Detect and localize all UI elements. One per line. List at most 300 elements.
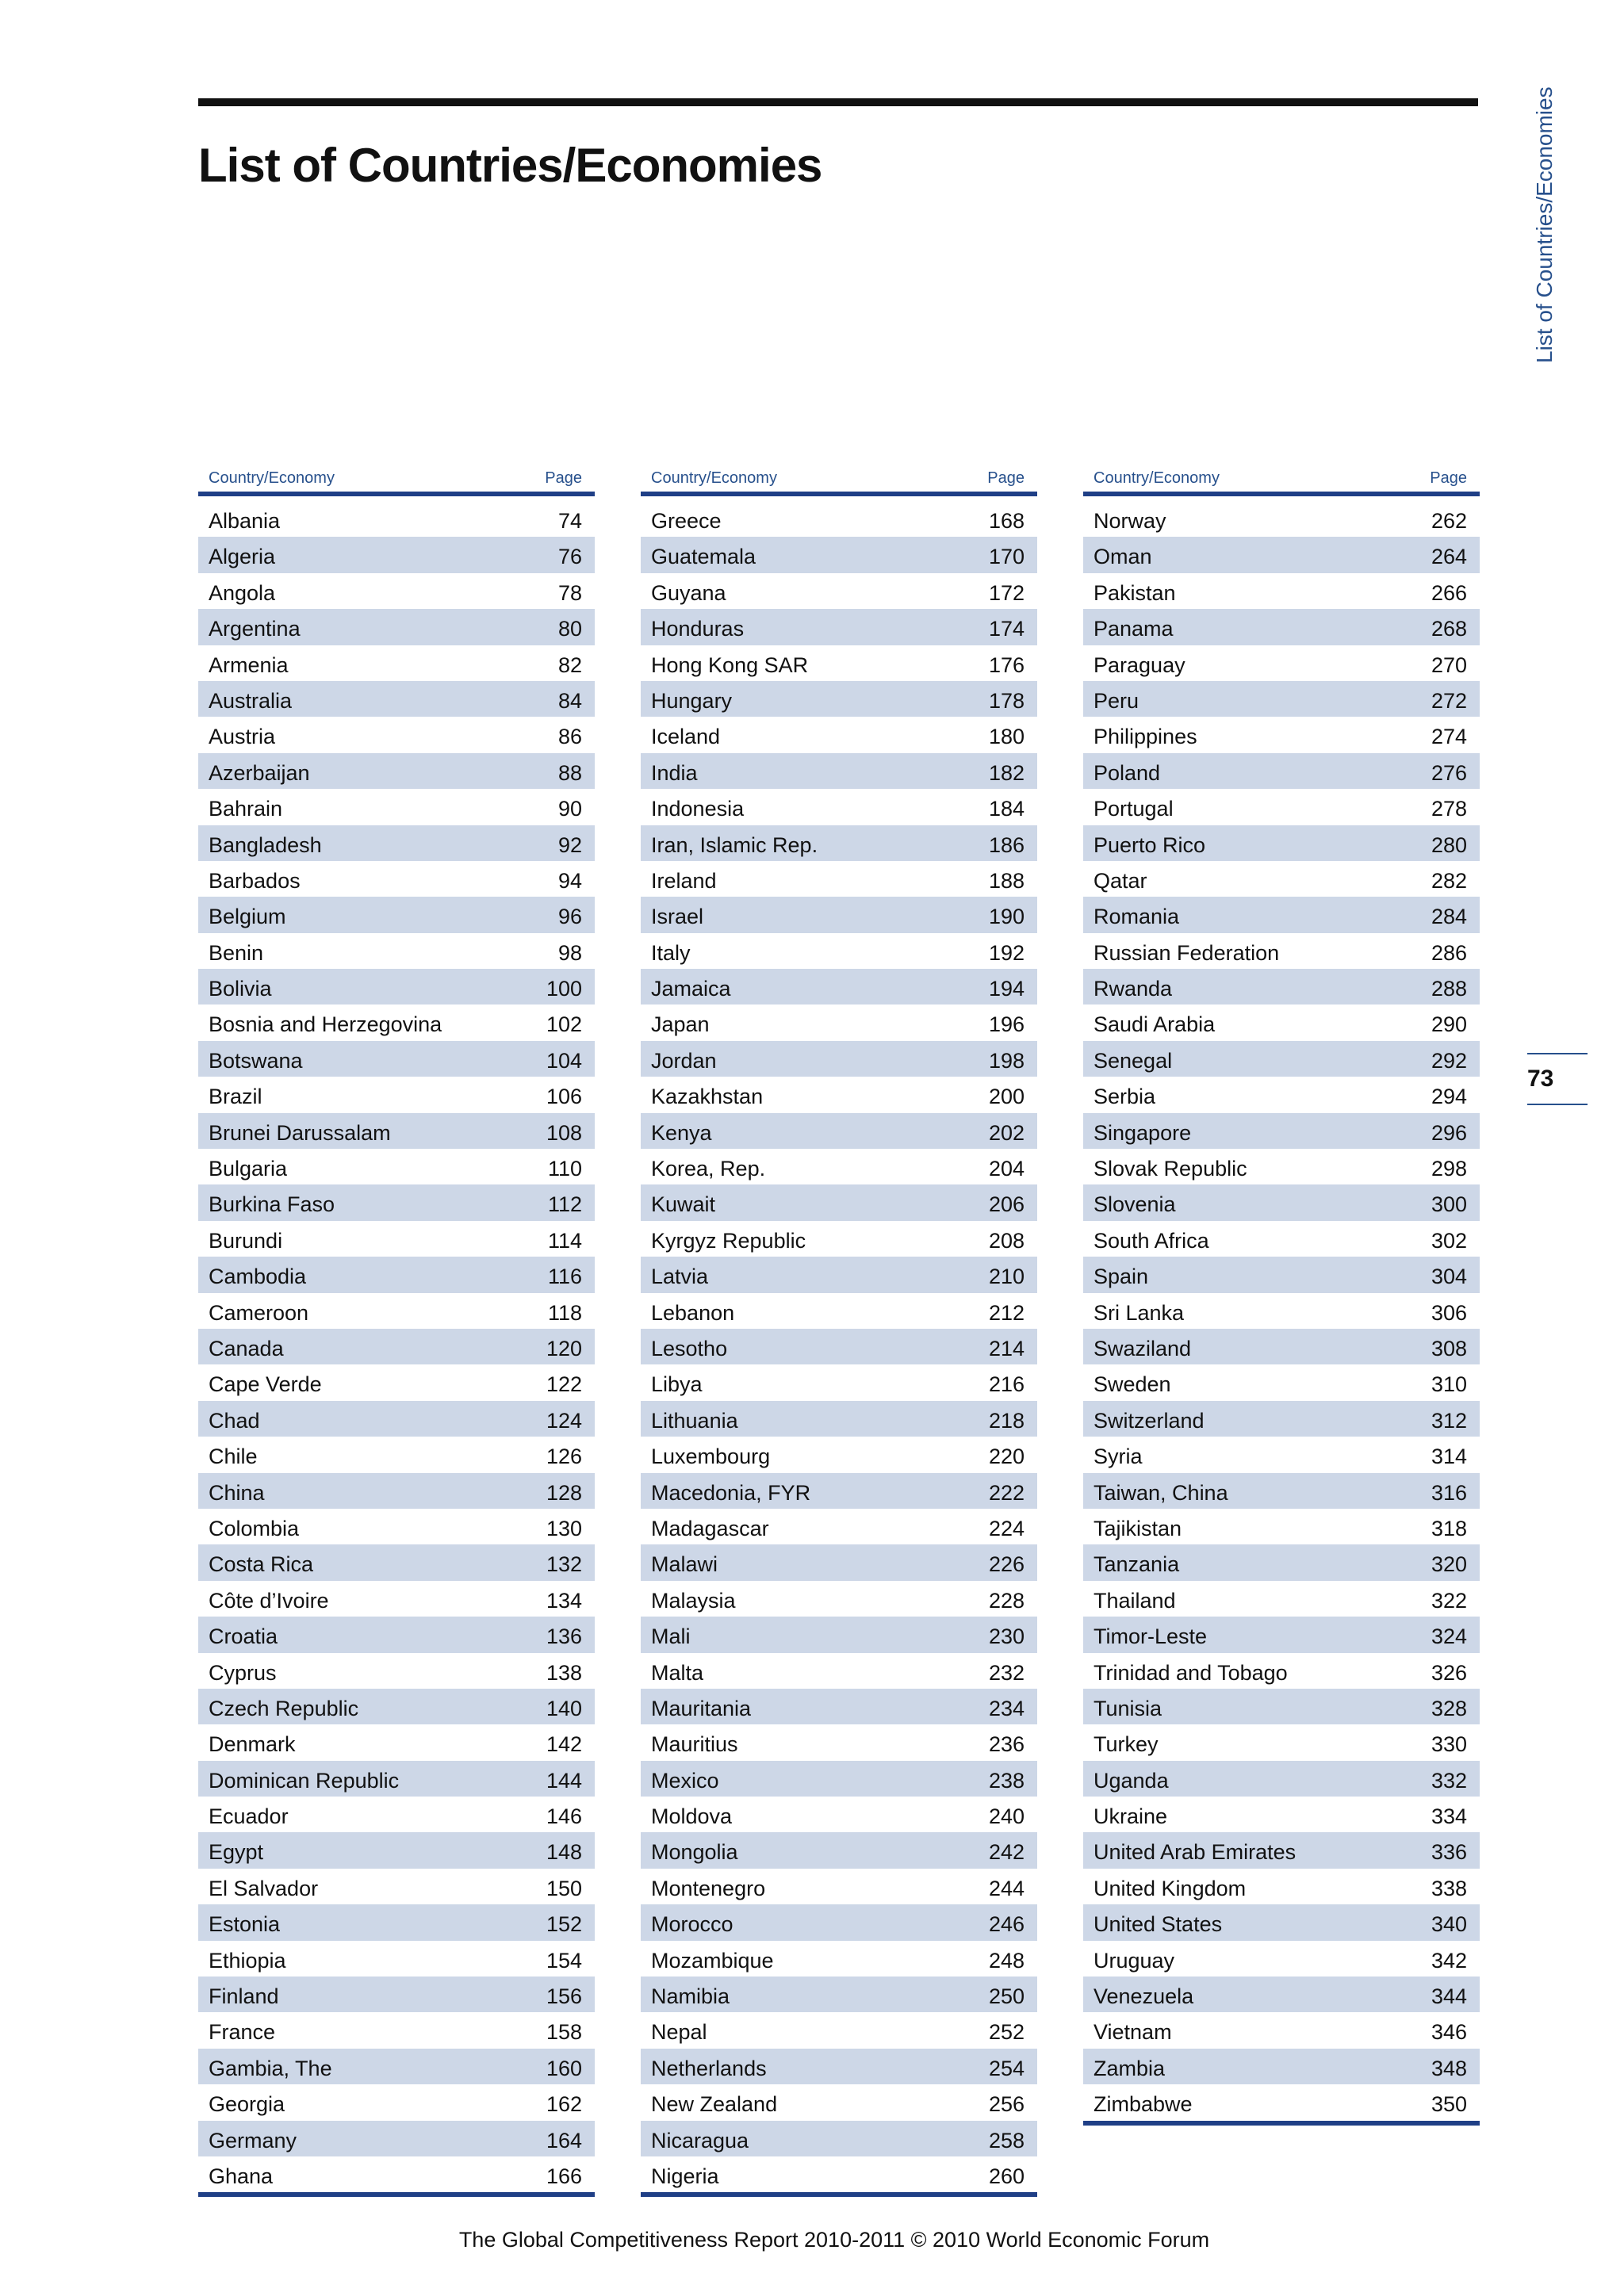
page-ref: 214 xyxy=(988,1336,1025,1360)
country-name: Jordan xyxy=(651,1048,717,1073)
country-name: China xyxy=(209,1480,265,1505)
country-name: Mexico xyxy=(651,1768,719,1793)
page-ref: 298 xyxy=(1431,1157,1467,1181)
page-ref: 274 xyxy=(1431,725,1467,749)
country-name: Sweden xyxy=(1094,1372,1171,1397)
country-name: Oman xyxy=(1094,545,1152,569)
table-row xyxy=(641,573,1037,609)
page-ref: 248 xyxy=(988,1948,1025,1973)
country-name: Cape Verde xyxy=(209,1372,322,1397)
table-row xyxy=(1083,1149,1480,1184)
page-ref: 292 xyxy=(1431,1048,1467,1073)
country-name: Guatemala xyxy=(651,545,756,569)
country-name: Namibia xyxy=(651,1984,730,2009)
page-ref: 130 xyxy=(546,1516,582,1540)
country-name: Philippines xyxy=(1094,725,1197,749)
page-ref: 170 xyxy=(988,545,1025,569)
table-row xyxy=(641,609,1037,645)
page-ref: 270 xyxy=(1431,652,1467,677)
table-row xyxy=(1083,1724,1480,1760)
table-row xyxy=(1083,1904,1480,1940)
table-row xyxy=(641,1184,1037,1220)
table-row xyxy=(198,1976,595,2012)
footer-text: The Global Competitiveness Report 2010-2011 © 2010 World Economic Forum xyxy=(458,2228,1210,2252)
country-name: Panama xyxy=(1094,617,1174,641)
table-row xyxy=(1083,717,1480,752)
page-ref: 246 xyxy=(988,1912,1025,1937)
table-row xyxy=(641,897,1037,932)
country-name: Mali xyxy=(651,1624,691,1649)
country-name: Malawi xyxy=(651,1552,718,1577)
page-ref: 96 xyxy=(557,905,582,929)
country-name: Azerbaijan xyxy=(209,760,310,785)
table-row xyxy=(1083,1401,1480,1437)
column-bottom-rule xyxy=(198,2192,595,2197)
country-name: Spain xyxy=(1094,1265,1149,1289)
page-ref: 200 xyxy=(988,1085,1025,1109)
column-header xyxy=(198,468,595,496)
page-ref: 160 xyxy=(546,2056,582,2080)
page-ref: 288 xyxy=(1431,977,1467,1001)
country-name: Nicaragua xyxy=(651,2128,749,2152)
table-row xyxy=(1083,1689,1480,1724)
index-column-2 xyxy=(641,468,1037,2197)
country-name: Belgium xyxy=(209,905,286,929)
country-name: Israel xyxy=(651,905,704,929)
country-name: Ghana xyxy=(209,2164,274,2188)
table-row xyxy=(641,1437,1037,1472)
page-title: List of Countries/Economies xyxy=(198,139,822,192)
table-row xyxy=(198,1689,595,1724)
page-ref: 154 xyxy=(546,1948,582,1973)
country-name: Croatia xyxy=(209,1624,278,1649)
page-ref: 232 xyxy=(988,1660,1025,1685)
country-name: Kazakhstan xyxy=(651,1085,764,1109)
page-ref: 112 xyxy=(547,1192,582,1217)
page-ref: 282 xyxy=(1431,868,1467,893)
country-name: Bangladesh xyxy=(209,832,322,857)
country-name: Albania xyxy=(209,509,281,533)
country-name: Libya xyxy=(651,1372,703,1397)
table-row xyxy=(641,825,1037,861)
country-name: Cameroon xyxy=(209,1300,309,1325)
page-ref: 296 xyxy=(1431,1120,1467,1145)
country-name: Madagascar xyxy=(651,1516,769,1540)
page-ref: 176 xyxy=(988,652,1025,677)
top-rule xyxy=(198,98,1478,106)
table-row xyxy=(641,1689,1037,1724)
page-number xyxy=(1527,1053,1588,1105)
table-row xyxy=(198,1581,595,1617)
table-row xyxy=(641,1364,1037,1400)
country-name: Chile xyxy=(209,1445,258,1469)
table-row xyxy=(641,1401,1037,1437)
page-ref: 138 xyxy=(546,1660,582,1685)
table-row xyxy=(1083,825,1480,861)
page-ref: 106 xyxy=(546,1085,582,1109)
table-row xyxy=(198,1329,595,1364)
page-ref: 254 xyxy=(988,2056,1025,2080)
table-row xyxy=(641,1581,1037,1617)
country-name: Italy xyxy=(651,940,691,965)
table-row xyxy=(1083,1797,1480,1832)
country-name: Cambodia xyxy=(209,1265,307,1289)
table-row xyxy=(641,1257,1037,1292)
page-ref: 302 xyxy=(1431,1228,1467,1253)
table-row xyxy=(198,2121,595,2156)
country-name: Botswana xyxy=(209,1048,303,1073)
country-name: New Zealand xyxy=(651,2092,778,2117)
table-row xyxy=(641,1869,1037,1904)
table-row xyxy=(1083,1941,1480,1976)
page-ref: 306 xyxy=(1431,1300,1467,1325)
page-ref: 188 xyxy=(988,868,1025,893)
page-ref: 208 xyxy=(988,1228,1025,1253)
country-name: Georgia xyxy=(209,2092,285,2117)
table-row xyxy=(1083,2084,1480,2120)
page-ref: 294 xyxy=(1431,1085,1467,1109)
country-name: Sri Lanka xyxy=(1094,1300,1185,1325)
country-name: Lebanon xyxy=(651,1300,735,1325)
page-ref: 98 xyxy=(557,940,582,965)
country-name: Switzerland xyxy=(1094,1408,1205,1433)
page-ref: 166 xyxy=(546,2164,582,2188)
table-row xyxy=(1083,1364,1480,1400)
country-name: Barbados xyxy=(209,868,301,893)
page-ref: 262 xyxy=(1431,509,1467,533)
page-ref: 142 xyxy=(546,1732,582,1757)
country-name: Bosnia and Herzegovina xyxy=(209,1012,442,1037)
page-ref: 220 xyxy=(988,1445,1025,1469)
table-row xyxy=(198,645,595,681)
page-ref: 80 xyxy=(557,617,582,641)
country-name: Czech Republic xyxy=(209,1696,359,1720)
table-row xyxy=(1083,1581,1480,1617)
page-ref: 268 xyxy=(1431,617,1467,641)
page-ref: 190 xyxy=(988,905,1025,929)
country-name: Puerto Rico xyxy=(1094,832,1206,857)
table-row xyxy=(198,1904,595,1940)
country-name: United Kingdom xyxy=(1094,1876,1247,1900)
country-name: Slovak Republic xyxy=(1094,1157,1247,1181)
page-ref: 218 xyxy=(988,1408,1025,1433)
table-row xyxy=(198,2156,595,2192)
country-name: Malta xyxy=(651,1660,704,1685)
page-ref: 342 xyxy=(1431,1948,1467,1973)
country-name: Peru xyxy=(1094,688,1139,713)
table-row xyxy=(1083,1761,1480,1797)
table-row xyxy=(641,717,1037,752)
country-name: Rwanda xyxy=(1094,977,1173,1001)
table-row xyxy=(641,1797,1037,1832)
page-ref: 206 xyxy=(988,1192,1025,1217)
page-ref: 144 xyxy=(546,1768,582,1793)
country-name: Mauritania xyxy=(651,1696,752,1720)
country-name: Japan xyxy=(651,1012,710,1037)
country-name: Ukraine xyxy=(1094,1804,1168,1829)
page-ref: 162 xyxy=(546,2092,582,2117)
country-name: Montenegro xyxy=(651,1876,766,1900)
page-ref: 126 xyxy=(546,1445,582,1469)
page-ref: 104 xyxy=(546,1048,582,1073)
country-name: Costa Rica xyxy=(209,1552,314,1577)
country-name: Greece xyxy=(651,509,722,533)
page-ref: 86 xyxy=(557,725,582,749)
page-ref: 212 xyxy=(988,1300,1025,1325)
country-name: Armenia xyxy=(209,652,289,677)
table-row xyxy=(198,1437,595,1472)
page-ref: 116 xyxy=(547,1265,582,1289)
page-ref: 226 xyxy=(988,1552,1025,1577)
country-name: Romania xyxy=(1094,905,1180,929)
page-ref: 236 xyxy=(988,1732,1025,1757)
page-ref: 310 xyxy=(1431,1372,1467,1397)
page-ref: 178 xyxy=(988,688,1025,713)
page-ref: 290 xyxy=(1431,1012,1467,1037)
country-name: Zambia xyxy=(1094,2056,1166,2080)
table-row xyxy=(641,933,1037,969)
table-row xyxy=(198,1004,595,1040)
country-name: Korea, Rep. xyxy=(651,1157,766,1181)
page-ref: 134 xyxy=(546,1588,582,1613)
table-row xyxy=(641,1617,1037,1652)
country-name: Timor-Leste xyxy=(1094,1624,1208,1649)
table-row xyxy=(641,2084,1037,2120)
page-ref: 92 xyxy=(557,832,582,857)
country-name: Poland xyxy=(1094,760,1161,785)
column-header xyxy=(1083,468,1480,496)
page-ref: 114 xyxy=(547,1228,582,1253)
country-name: India xyxy=(651,760,698,785)
country-name: Ecuador xyxy=(209,1804,289,1829)
table-row xyxy=(1083,1653,1480,1689)
page-ref: 90 xyxy=(557,797,582,821)
page-ref: 264 xyxy=(1431,545,1467,569)
page-ref: 94 xyxy=(557,868,582,893)
table-row xyxy=(641,1077,1037,1112)
country-name: Austria xyxy=(209,725,276,749)
table-row xyxy=(1083,1184,1480,1220)
country-name: Taiwan, China xyxy=(1094,1480,1228,1505)
page-ref: 164 xyxy=(546,2128,582,2152)
table-row xyxy=(198,1724,595,1760)
country-name: Norway xyxy=(1094,509,1166,533)
country-name: Colombia xyxy=(209,1516,300,1540)
page-ref: 128 xyxy=(546,1480,582,1505)
rows-2 xyxy=(641,501,1037,2192)
page-ref: 350 xyxy=(1431,2092,1467,2117)
page-ref: 122 xyxy=(546,1372,582,1397)
page-ref: 140 xyxy=(546,1696,582,1720)
table-row xyxy=(198,1184,595,1220)
country-name: Nepal xyxy=(651,2020,707,2045)
page-ref: 348 xyxy=(1431,2056,1467,2080)
page-ref: 150 xyxy=(546,1876,582,1900)
page-ref: 156 xyxy=(546,1984,582,2009)
table-row xyxy=(1083,1617,1480,1652)
table-row xyxy=(641,2012,1037,2048)
page-ref: 240 xyxy=(988,1804,1025,1829)
country-name: Ireland xyxy=(651,868,717,893)
table-row xyxy=(1083,609,1480,645)
table-row xyxy=(1083,789,1480,825)
country-name: Macedonia, FYR xyxy=(651,1480,811,1505)
table-row xyxy=(198,1293,595,1329)
page-ref: 148 xyxy=(546,1840,582,1865)
table-row xyxy=(198,501,595,537)
country-name: Burundi xyxy=(209,1228,283,1253)
page-ref: 244 xyxy=(988,1876,1025,1900)
page-ref: 320 xyxy=(1431,1552,1467,1577)
country-name: Senegal xyxy=(1094,1048,1173,1073)
table-row xyxy=(1083,1473,1480,1509)
country-name: Venezuela xyxy=(1094,1984,1194,2009)
country-name: Côte d’Ivoire xyxy=(209,1588,329,1613)
country-name: Chad xyxy=(209,1408,260,1433)
page-ref: 266 xyxy=(1431,580,1467,605)
header-page: Page xyxy=(545,469,582,487)
page-ref: 174 xyxy=(988,617,1025,641)
table-row xyxy=(1083,537,1480,572)
table-row xyxy=(1083,1869,1480,1904)
page-ref: 250 xyxy=(988,1984,1025,2009)
header-country: Country/Economy xyxy=(651,469,777,487)
table-row xyxy=(1083,645,1480,681)
table-row xyxy=(198,897,595,932)
page-ref: 332 xyxy=(1431,1768,1467,1793)
table-row xyxy=(198,1544,595,1580)
table-row xyxy=(198,1113,595,1149)
table-row xyxy=(1083,1077,1480,1112)
index-column-3 xyxy=(1083,468,1480,2126)
table-row xyxy=(198,1221,595,1257)
page-ref: 168 xyxy=(988,509,1025,533)
page-ref: 252 xyxy=(988,2020,1025,2045)
country-name: Honduras xyxy=(651,617,745,641)
page-ref: 334 xyxy=(1431,1804,1467,1829)
country-name: Bolivia xyxy=(209,977,272,1001)
table-row xyxy=(1083,1832,1480,1868)
country-name: Kyrgyz Republic xyxy=(651,1228,806,1253)
country-name: Ethiopia xyxy=(209,1948,286,1973)
table-row xyxy=(641,1004,1037,1040)
page-ref: 180 xyxy=(988,725,1025,749)
table-row xyxy=(198,1077,595,1112)
country-name: Moldova xyxy=(651,1804,733,1829)
page-ref: 74 xyxy=(557,509,582,533)
table-row xyxy=(198,537,595,572)
table-row xyxy=(1083,1437,1480,1472)
country-name: Angola xyxy=(209,580,276,605)
country-name: Trinidad and Tobago xyxy=(1094,1660,1288,1685)
page-ref: 216 xyxy=(988,1372,1025,1397)
country-name: Uruguay xyxy=(1094,1948,1175,1973)
table-row xyxy=(641,969,1037,1004)
country-name: Qatar xyxy=(1094,868,1147,893)
country-name: Germany xyxy=(209,2128,297,2152)
country-name: Burkina Faso xyxy=(209,1192,335,1217)
table-row xyxy=(198,789,595,825)
country-name: Tajikistan xyxy=(1094,1516,1182,1540)
country-name: Cyprus xyxy=(209,1660,277,1685)
page-ref: 336 xyxy=(1431,1840,1467,1865)
country-name: Pakistan xyxy=(1094,580,1176,605)
table-row xyxy=(198,1364,595,1400)
country-name: Iceland xyxy=(651,725,721,749)
country-name: Algeria xyxy=(209,545,276,569)
country-name: Brazil xyxy=(209,1085,262,1109)
page-ref: 88 xyxy=(557,760,582,785)
country-name: Finland xyxy=(209,1984,279,2009)
table-row xyxy=(641,645,1037,681)
country-name: Jamaica xyxy=(651,977,731,1001)
table-row xyxy=(1083,1113,1480,1149)
page-ref: 136 xyxy=(546,1624,582,1649)
page-ref: 82 xyxy=(557,652,582,677)
table-row xyxy=(198,1653,595,1689)
page-ref: 110 xyxy=(547,1157,582,1181)
country-name: Turkey xyxy=(1094,1732,1159,1757)
page-ref: 204 xyxy=(988,1157,1025,1181)
country-name: South Africa xyxy=(1094,1228,1209,1253)
page-ref: 324 xyxy=(1431,1624,1467,1649)
table-row xyxy=(1083,861,1480,897)
side-tab-label: List of Countries/Economies xyxy=(1532,86,1557,363)
table-row xyxy=(198,681,595,717)
page-ref: 76 xyxy=(557,545,582,569)
page-ref: 286 xyxy=(1431,940,1467,965)
country-name: Swaziland xyxy=(1094,1336,1192,1360)
table-row xyxy=(198,573,595,609)
page-ref: 276 xyxy=(1431,760,1467,785)
rows-3 xyxy=(1083,501,1480,2121)
page-ref: 344 xyxy=(1431,1984,1467,2009)
table-row xyxy=(641,2049,1037,2084)
table-row xyxy=(1083,1976,1480,2012)
page-ref: 260 xyxy=(988,2164,1025,2188)
country-name: Bahrain xyxy=(209,797,283,821)
country-name: Malaysia xyxy=(651,1588,736,1613)
page-ref: 120 xyxy=(546,1336,582,1360)
table-row xyxy=(198,1761,595,1797)
page-ref: 256 xyxy=(988,2092,1025,2117)
column-header xyxy=(641,468,1037,496)
page-ref: 192 xyxy=(988,940,1025,965)
table-row xyxy=(1083,1257,1480,1292)
country-name: Thailand xyxy=(1094,1588,1176,1613)
header-country: Country/Economy xyxy=(209,469,335,487)
table-row xyxy=(198,1617,595,1652)
page-ref: 222 xyxy=(988,1480,1025,1505)
country-name: Latvia xyxy=(651,1265,709,1289)
table-row xyxy=(198,2049,595,2084)
page-ref: 346 xyxy=(1431,2020,1467,2045)
country-name: Hungary xyxy=(651,688,733,713)
table-row xyxy=(1083,1509,1480,1544)
table-row xyxy=(641,1221,1037,1257)
table-row xyxy=(641,1329,1037,1364)
table-row xyxy=(198,1797,595,1832)
country-name: Guyana xyxy=(651,580,726,605)
page-ref: 84 xyxy=(557,688,582,713)
country-name: El Salvador xyxy=(209,1876,319,1900)
country-name: Morocco xyxy=(651,1912,733,1937)
table-row xyxy=(641,1941,1037,1976)
country-name: Vietnam xyxy=(1094,2020,1172,2045)
table-row xyxy=(1083,1329,1480,1364)
header-page: Page xyxy=(987,469,1025,487)
page-number-value: 73 xyxy=(1527,1066,1554,1092)
